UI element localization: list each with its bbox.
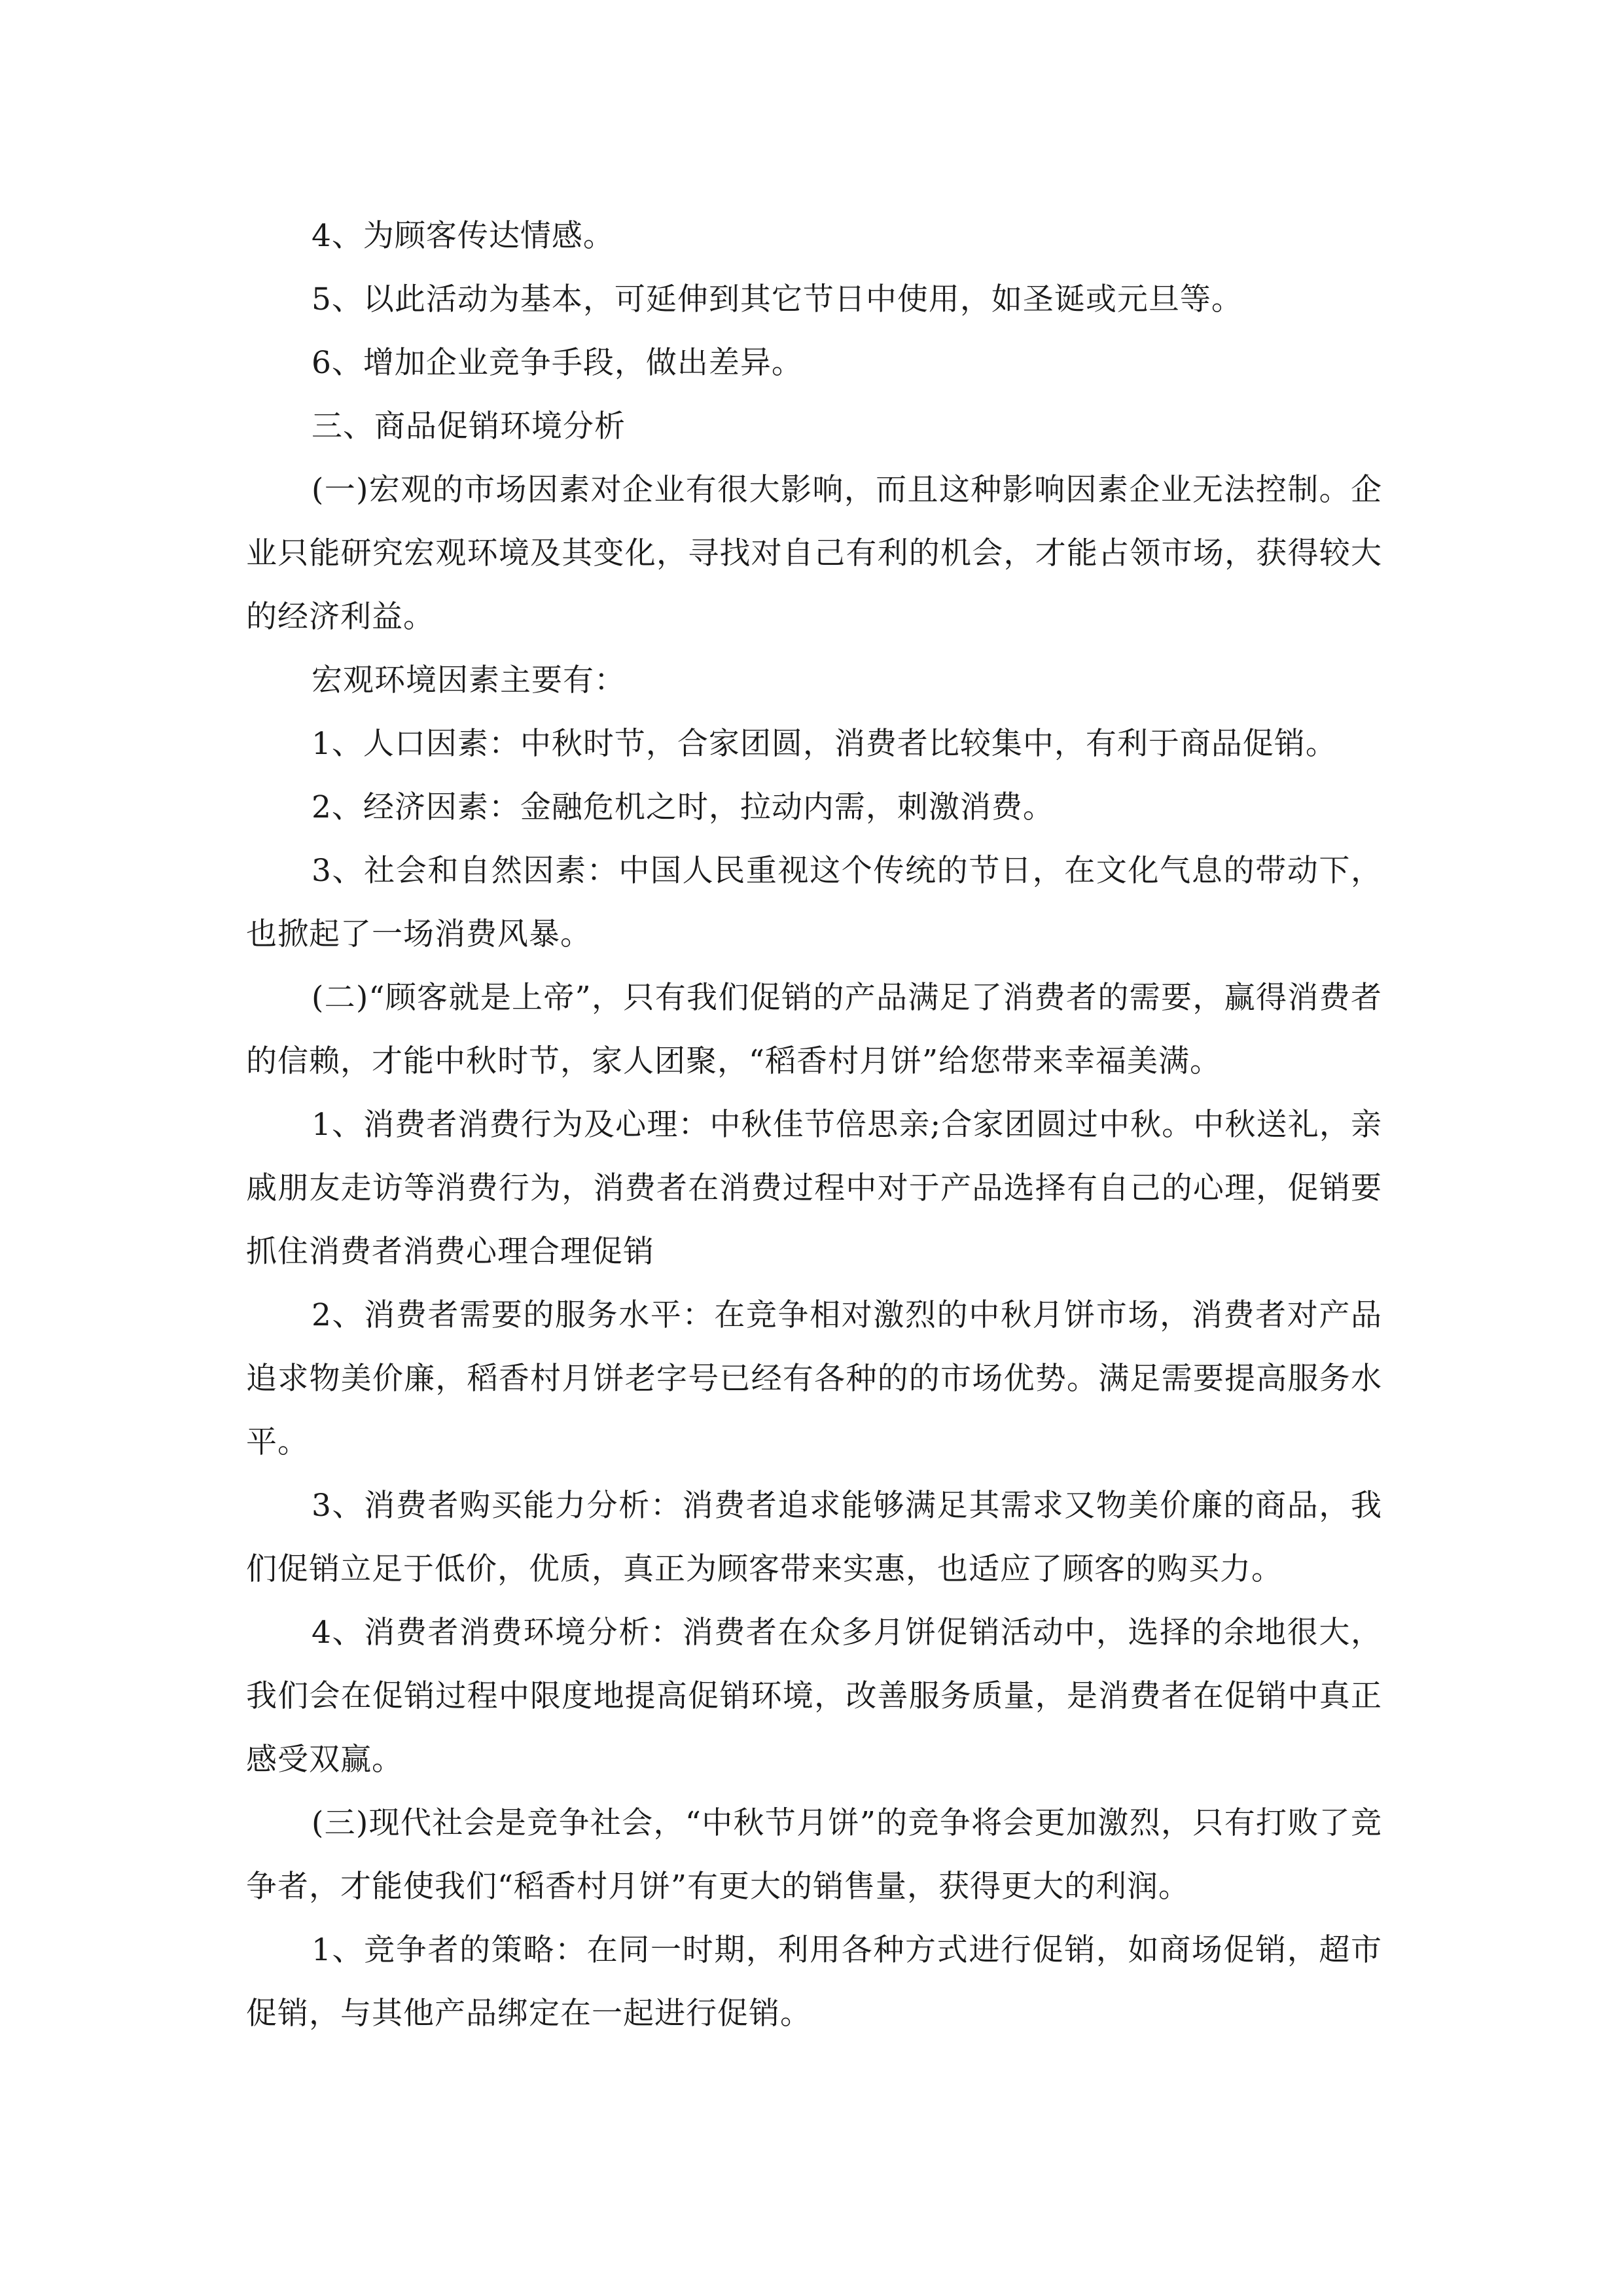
list-item-competition-means: 6、增加企业竞争手段，做出差异。 bbox=[312, 345, 803, 381]
page-body bbox=[246, 204, 1382, 2045]
list-item-economic-factor: 2、经济因素：金融危机之时，拉动内需，刺激消费。 bbox=[312, 789, 1054, 825]
list-item-purchasing-power: 3、消费者购买能力分析：消费者追求能够满足其需求又物美价廉的商品，我们促销立足于低价，优质，真正为顾客带来实惠，也适应了顾客的购买力。 bbox=[246, 1488, 1382, 1587]
list-item-convey-emotion: 4、为顾客传达情感。 bbox=[312, 218, 615, 254]
list-item-competitor-strategy: 1、竞争者的策略：在同一时期，利用各种方式进行促销，如商场促销，超市促销，与其他产品绑定在一起进行促销。 bbox=[246, 1932, 1382, 2032]
section-heading-environment-analysis: 三、商品促销环境分析 bbox=[312, 408, 626, 444]
list-item-extend-holidays: 5、以此活动为基本，可延伸到其它节日中使用，如圣诞或元旦等。 bbox=[312, 281, 1243, 317]
paragraph-competitive-society: (三)现代社会是竞争社会，“中秋节月饼”的竞争将会更加激烈，只有打败了竞争者，才能使我们“稻香村月饼”有更大的销售量，获得更大的利润。 bbox=[246, 1805, 1382, 1905]
paragraph-macro-market-factors: (一)宏观的市场因素对企业有很大影响，而且这种影响因素企业无法控制。企业只能研究宏观环境及其变化，寻找对自己有利的机会，才能占领市场，获得较大的经济利益。 bbox=[246, 472, 1382, 635]
list-item-population-factor: 1、人口因素：中秋时节，合家团圆，消费者比较集中，有利于商品促销。 bbox=[312, 726, 1337, 762]
list-item-consumer-behavior: 1、消费者消费行为及心理：中秋佳节倍思亲;合家团圆过中秋。中秋送礼，亲戚朋友走访等消费行为，消费者在消费过程中对于产品选择有自己的心理，促销要抓住消费者消费心理合理促销 bbox=[246, 1107, 1382, 1270]
list-item-service-level: 2、消费者需要的服务水平：在竞争相对激烈的中秋月饼市场，消费者对产品追求物美价廉，稻香村月饼老字号已经有各种的的市场优势。满足需要提高服务水平。 bbox=[246, 1297, 1382, 1460]
paragraph-customer-is-god: (二)“顾客就是上帝”，只有我们促销的产品满足了消费者的需要，赢得消费者的信赖，才能中秋时节，家人团聚，“稻香村月饼”给您带来幸福美满。 bbox=[246, 980, 1382, 1079]
list-item-social-natural-factor: 3、社会和自然因素：中国人民重视这个传统的节日，在文化气息的带动下，也掀起了一场消费风暴。 bbox=[246, 853, 1382, 952]
list-item-consumption-environment: 4、消费者消费环境分析：消费者在众多月饼促销活动中，选择的余地很大，我们会在促销过程中限度地提高促销环境，改善服务质量，是消费者在促销中真正感受双赢。 bbox=[246, 1615, 1382, 1778]
paragraph-macro-factors-intro: 宏观环境因素主要有： bbox=[312, 662, 626, 698]
